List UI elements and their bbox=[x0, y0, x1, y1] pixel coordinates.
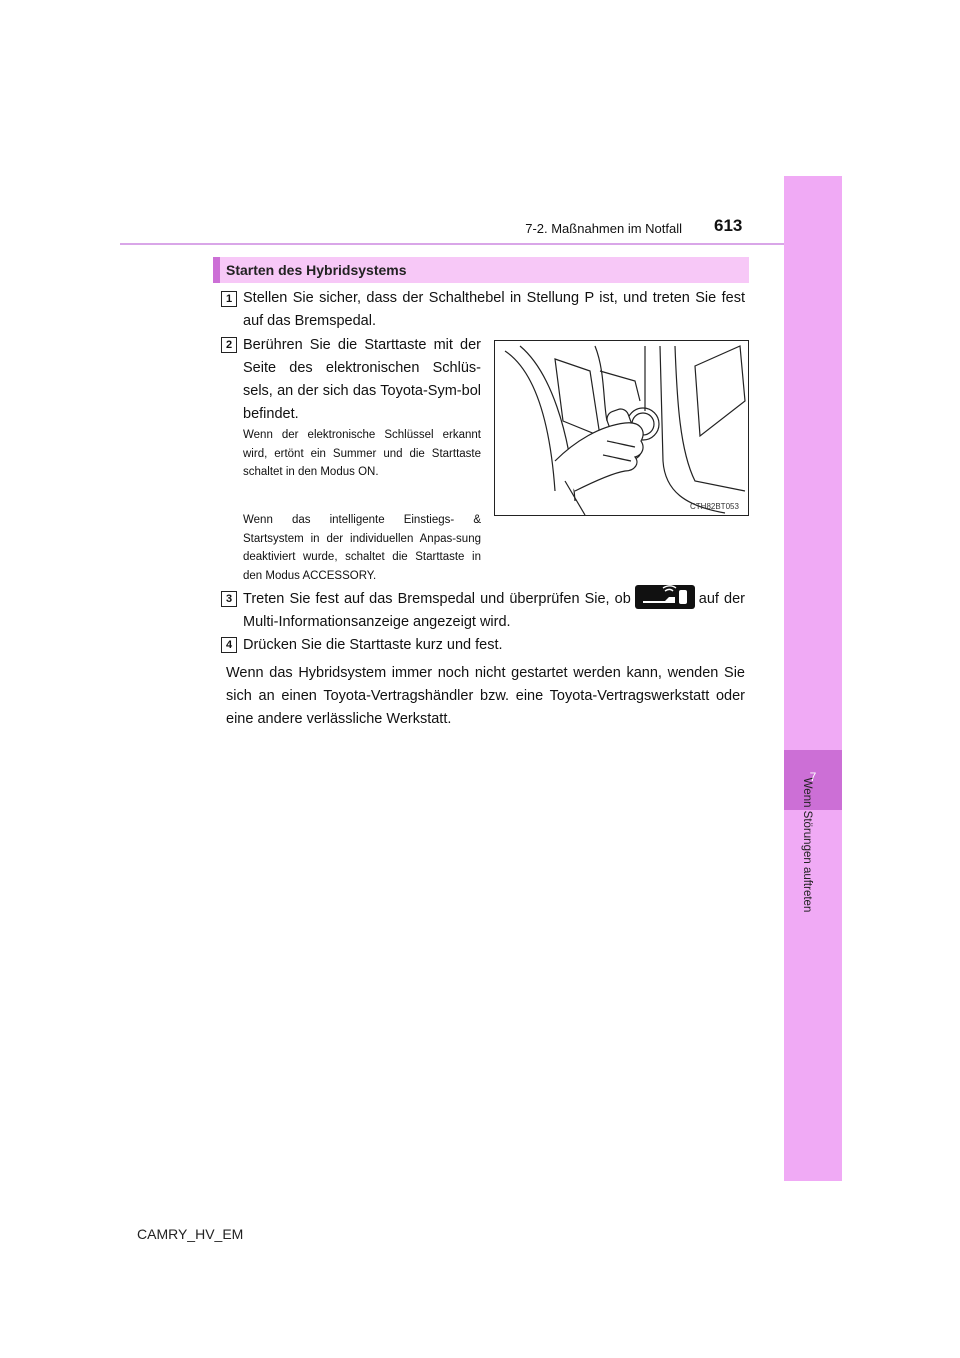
step-3-badge: 3 bbox=[221, 591, 237, 607]
chapter-title: Wenn Störungen auftreten bbox=[801, 777, 813, 913]
footer-model-code: CAMRY_HV_EM bbox=[137, 1226, 244, 1242]
step-3-text-after: auf der Multi-Informationsanzeige angezeigt wird. bbox=[243, 590, 745, 630]
closing-paragraph: Wenn das Hybridsystem immer noch nicht gestartet werden kann, wenden Sie sich an einen Toyota-Vertragshändler bzw. eine Toyota-Vertragswerkstatt oder eine andere verlässliche Werkstatt. bbox=[226, 665, 745, 727]
page-number: 613 bbox=[714, 216, 743, 235]
step-2-note-2: Wenn das intelligente Einstiegs- & Startsystem in der individuellen Anpas-sung deaktiviert wurde, schaltet die Starttaste in den Modus ACCESSORY. bbox=[243, 514, 481, 582]
step-4-badge: 4 bbox=[221, 637, 237, 653]
step-3-text bbox=[243, 587, 745, 634]
chapter-number: 7 bbox=[809, 770, 817, 784]
figure-code: CTH82BT053 bbox=[690, 502, 739, 511]
step-4-text: Drücken Sie die Starttaste kurz und fest. bbox=[243, 637, 503, 653]
chapter-side-tab bbox=[784, 176, 842, 1181]
step-1-text: Stellen Sie sicher, dass der Schalthebel in Stellung P ist, und treten Sie fest auf das Bremspedal. bbox=[243, 290, 745, 329]
header-rule bbox=[120, 243, 784, 245]
step-2-text: Berühren Sie die Starttaste mit der Seite des elektronischen Schlüs-sels, an der sich das Toyota-Sym-bol befindet. bbox=[243, 337, 481, 422]
section-reference: 7-2. Maßnahmen im Notfall bbox=[525, 221, 682, 236]
step-2-badge: 2 bbox=[221, 337, 237, 353]
key-indicator-icon bbox=[635, 585, 695, 609]
hand-key-start-button-illustration bbox=[495, 341, 748, 515]
key-indicator-glyph bbox=[635, 585, 695, 609]
start-button-illustration bbox=[494, 340, 749, 516]
step-3-text-before: Treten Sie fest auf das Bremspedal und überprüfen Sie, ob bbox=[243, 590, 631, 607]
section-heading: Starten des Hybridsystems bbox=[226, 262, 407, 278]
step-2-note-1: Wenn der elektronische Schlüssel erkannt wird, ertönt ein Summer und die Starttaste schaltet in den Modus ON. bbox=[243, 429, 481, 478]
step-1-badge: 1 bbox=[221, 291, 237, 307]
